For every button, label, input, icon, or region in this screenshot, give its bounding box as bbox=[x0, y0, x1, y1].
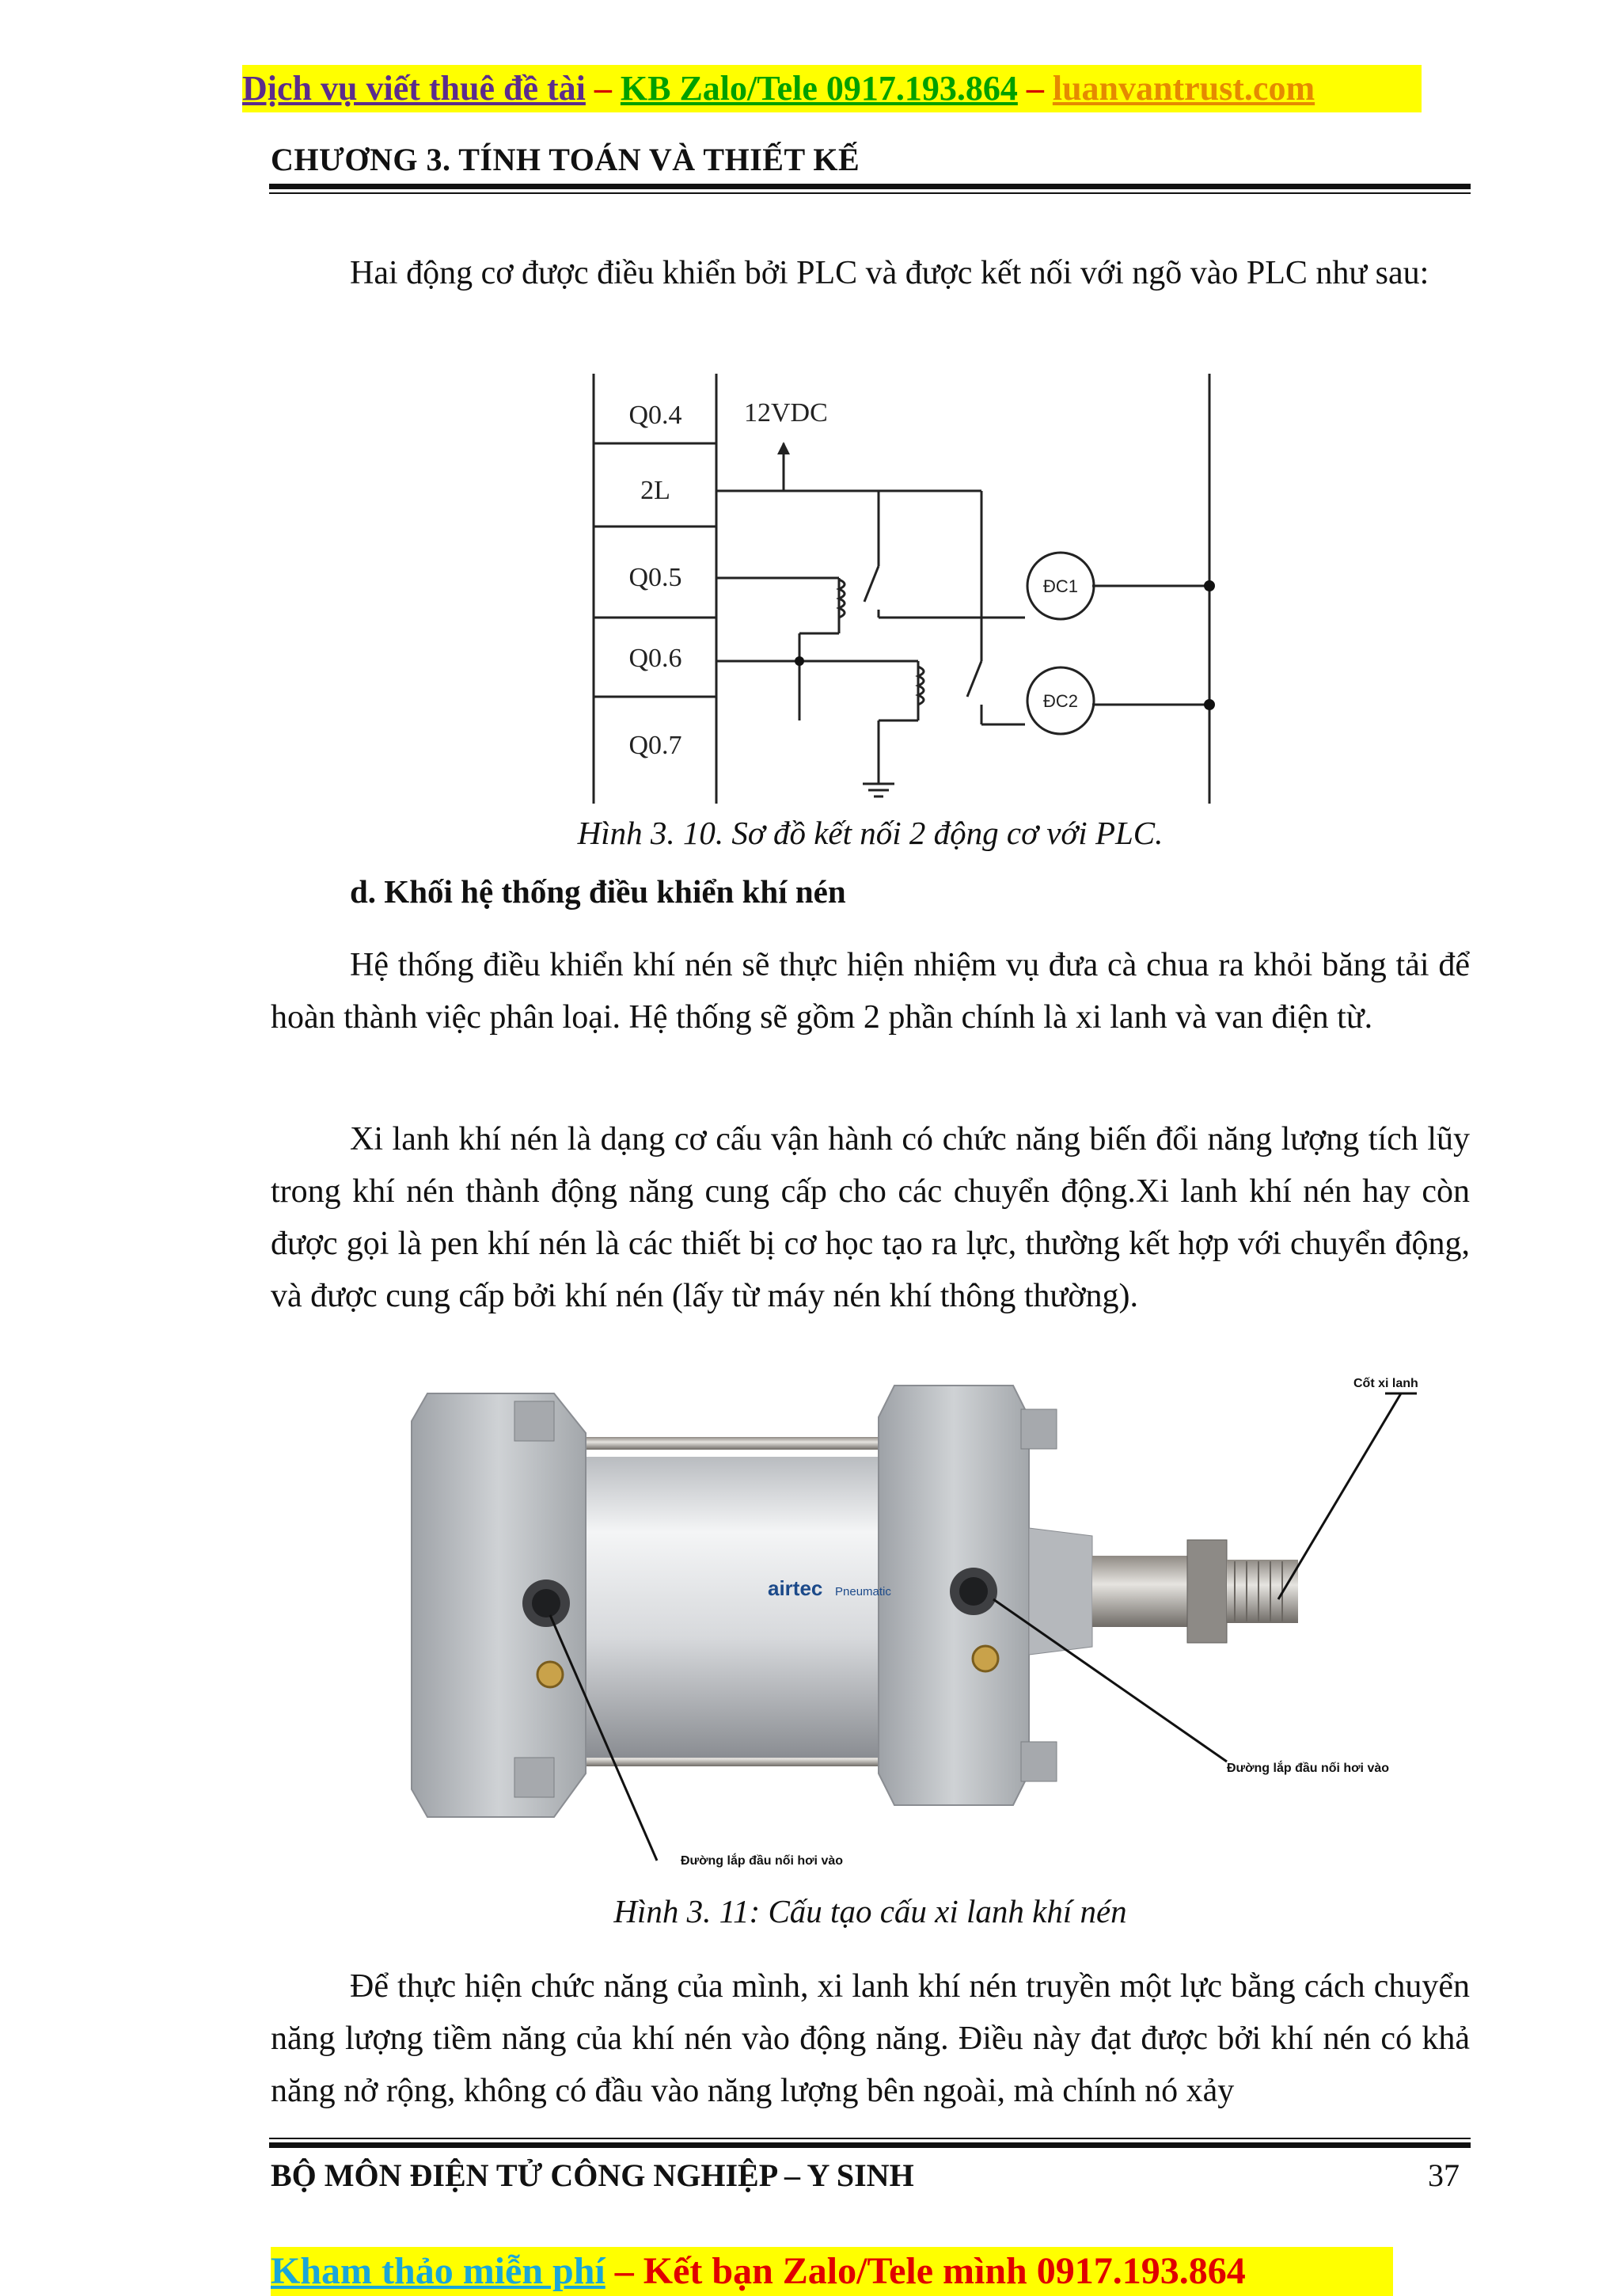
promo-website-link[interactable]: luanvantrust.com bbox=[1052, 69, 1315, 108]
brand-label: airtec bbox=[768, 1576, 823, 1600]
paragraph-3: Để thực hiện chức năng của mình, xi lanh khí nén truyền một lực bằng cách chuyển năng lượng tiềm năng của khí nén vào động năng. Điều này đạt được bởi khí nén có khả năng nở rộng, không có đầu vào năng lượng bên ngoài, mà chính nó xảy bbox=[271, 1968, 1470, 2109]
promo-contact-text[interactable]: Kết bạn Zalo/Tele mình 0917.193.864 bbox=[643, 2250, 1246, 2292]
footer-rule-thick bbox=[269, 2142, 1471, 2148]
plc-motor-wiring-diagram bbox=[586, 372, 1235, 804]
top-promo-banner bbox=[242, 65, 1422, 112]
page-number: 37 bbox=[1428, 2157, 1460, 2193]
header-rule-thin bbox=[269, 192, 1471, 194]
header-rule-thick bbox=[269, 184, 1471, 189]
right-port-label: Đường lắp đầu nối hơi vào bbox=[1227, 1762, 1390, 1775]
promo-separator: – bbox=[605, 2250, 643, 2292]
terminal-q0-7: Q0.7 bbox=[628, 731, 682, 760]
promo-separator: – bbox=[1017, 69, 1053, 108]
footer-rule-thin bbox=[269, 2138, 1471, 2139]
promo-contact-link[interactable]: KB Zalo/Tele 0917.193.864 bbox=[620, 69, 1018, 108]
chapter-title: CHƯƠNG 3. TÍNH TOÁN VÀ THIẾT KẾ bbox=[271, 142, 860, 177]
promo-free-reference-link[interactable]: Kham thảo miễn phí bbox=[271, 2250, 606, 2292]
motor-2-label: ĐC2 bbox=[1042, 691, 1079, 711]
brand-sub-label: Pneumatic bbox=[835, 1585, 891, 1598]
promo-service-link[interactable]: Dịch vụ viết thuê đề tài bbox=[242, 69, 586, 108]
motor-1-label: ĐC1 bbox=[1042, 576, 1079, 596]
terminal-q0-6: Q0.6 bbox=[628, 644, 682, 673]
terminal-q0-5: Q0.5 bbox=[628, 563, 682, 592]
section-heading: d. Khối hệ thống điều khiển khí nén bbox=[350, 873, 846, 910]
terminal-q0-4: Q0.4 bbox=[628, 401, 682, 430]
terminal-2l: 2L bbox=[640, 476, 670, 505]
footer-department: BỘ MÔN ĐIỆN TỬ CÔNG NGHIỆP – Y SINH bbox=[271, 2157, 914, 2193]
figure-3-10-caption: Hình 3. 10. Sơ đồ kết nối 2 động cơ với PLC. bbox=[577, 815, 1164, 851]
promo-separator: – bbox=[585, 69, 621, 108]
left-port-label: Đường lắp đầu nối hơi vào bbox=[681, 1854, 844, 1868]
supply-label: 12VDC bbox=[744, 398, 828, 428]
rod-label: Cốt xi lanh bbox=[1353, 1377, 1418, 1390]
paragraph-1: Hệ thống điều khiển khí nén sẽ thực hiện nhiệm vụ đưa cà chua ra khỏi băng tải để hoàn thành việc phân loại. Hệ thống sẽ gồm 2 phần chính là xi lanh và van điện từ. bbox=[271, 947, 1470, 1036]
bottom-promo-banner bbox=[271, 2247, 1393, 2296]
pneumatic-cylinder-image bbox=[396, 1362, 1425, 1876]
figure-3-11-caption: Hình 3. 11: Cấu tạo cấu xi lanh khí nén bbox=[613, 1893, 1127, 1929]
intro-paragraph: Hai động cơ được điều khiển bởi PLC và được kết nối với ngõ vào PLC như sau: bbox=[350, 255, 1429, 291]
paragraph-2: Xi lanh khí nén là dạng cơ cấu vận hành có chức năng biến đổi năng lượng tích lũy trong khí nén thành động năng cung cấp cho các chuyển động.Xi lanh khí nén hay còn được gọi là pen khí nén là các thiết bị cơ học tạo ra lực, thường kết hợp với chuyển động, và được cung cấp bởi khí nén (lấy từ máy nén khí thông thường). bbox=[271, 1121, 1470, 1314]
